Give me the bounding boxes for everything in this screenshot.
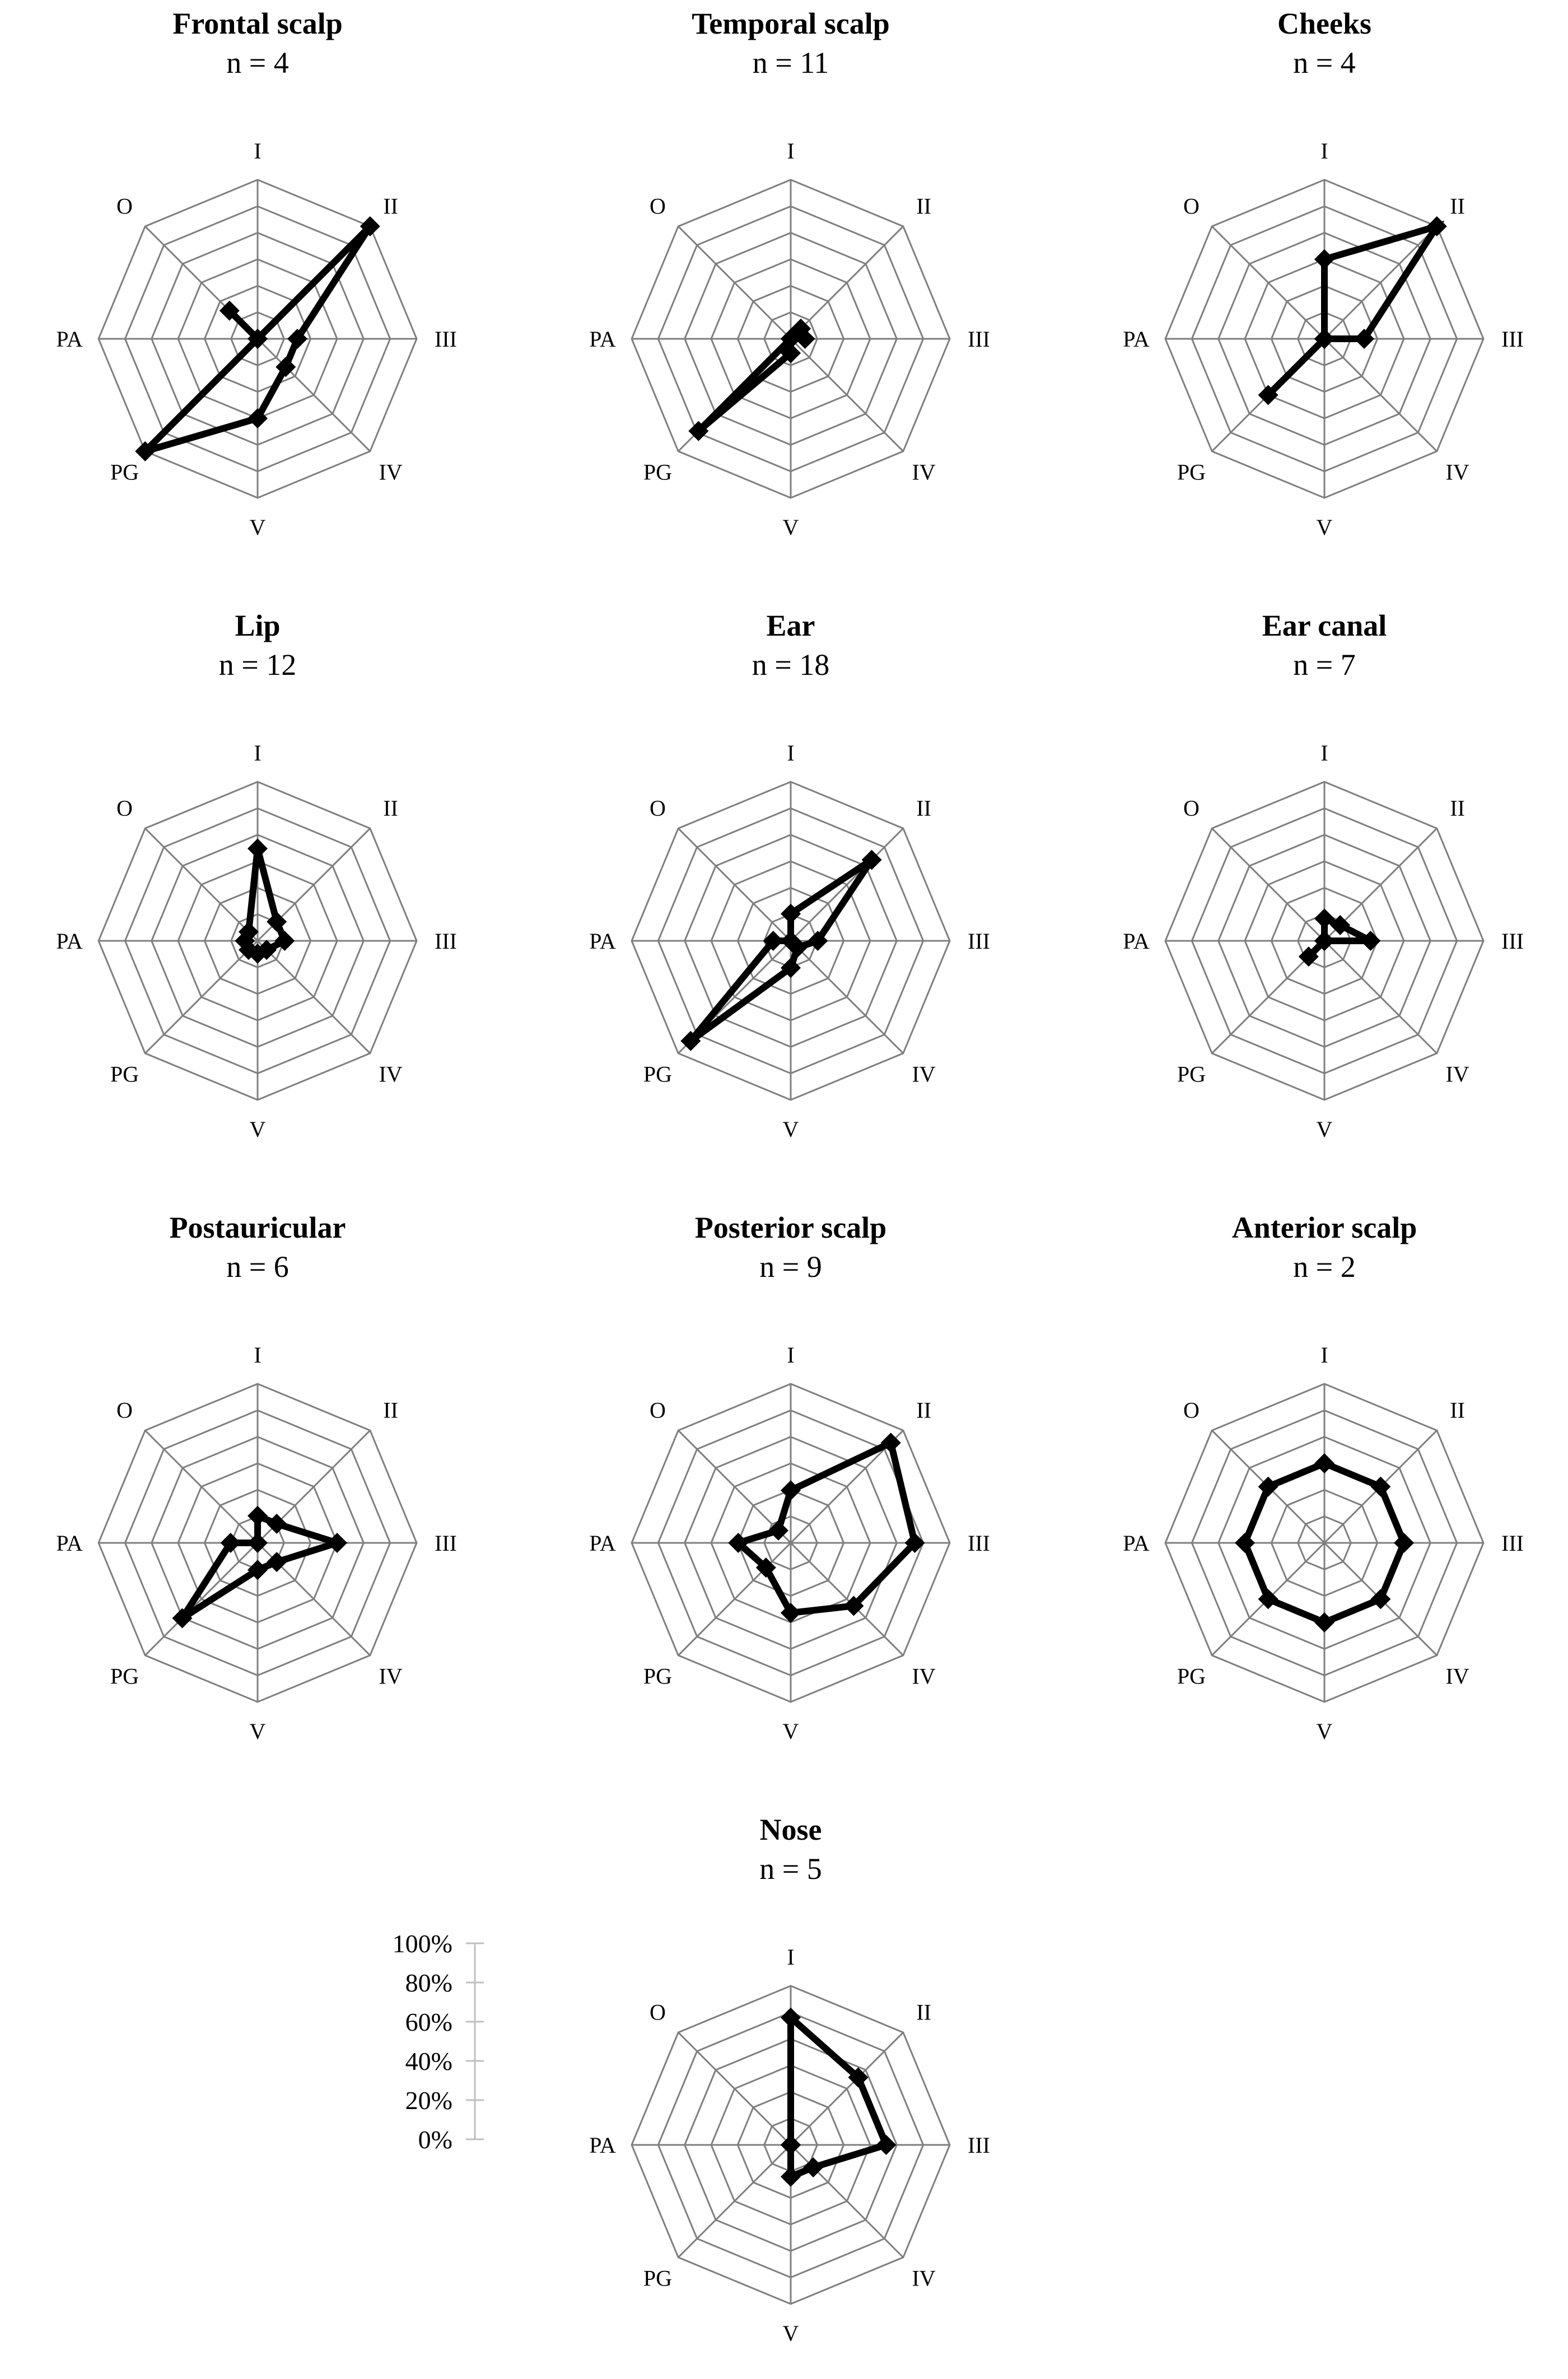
axis-label: V (782, 515, 799, 540)
chart-subtitle: n = 4 (226, 46, 289, 80)
axis-label: PA (589, 326, 616, 352)
axis-label: V (249, 1117, 266, 1142)
axis-label: PG (643, 459, 672, 485)
chart-subtitle: n = 9 (759, 1250, 822, 1284)
axis-label: V (1316, 1719, 1333, 1744)
axis-spoke (678, 1543, 791, 1655)
radar-chart-posterior-scalp (589, 1211, 990, 1744)
axis-label: O (1183, 795, 1200, 821)
axis-label: IV (379, 1663, 403, 1689)
axis-label: II (383, 193, 398, 219)
axis-label: V (782, 1117, 799, 1142)
chart-title: Ear canal (1262, 609, 1387, 642)
axis-label: I (254, 138, 262, 164)
axis-label: PG (110, 1663, 139, 1689)
axis-label: PG (1177, 1061, 1206, 1087)
radar-chart-lip (56, 609, 457, 1142)
axis-spoke (145, 941, 258, 1053)
chart-title: Temporal scalp (692, 7, 890, 40)
chart-title: Posterior scalp (694, 1211, 887, 1244)
axis-label: O (649, 193, 666, 219)
axis-spoke (145, 1543, 258, 1655)
axis-label: PG (1177, 459, 1206, 485)
data-point (248, 1506, 268, 1526)
axis-label: V (1316, 1117, 1333, 1142)
chart-subtitle: n = 18 (752, 648, 830, 682)
axis-label: II (1450, 795, 1465, 821)
axis-label: O (116, 795, 133, 821)
axis-spoke (1324, 339, 1437, 451)
axis-label: IV (1445, 1061, 1469, 1087)
axis-label: PG (643, 1663, 672, 1689)
axis-label: III (968, 1531, 990, 1556)
axis-spoke (1212, 828, 1324, 941)
axis-label: III (1501, 929, 1524, 954)
axis-spoke (145, 1430, 258, 1543)
axis-label: PG (110, 459, 139, 485)
chart-subtitle: n = 6 (226, 1250, 289, 1284)
axis-spoke (791, 2145, 903, 2257)
axis-label: I (254, 1342, 262, 1368)
chart-subtitle: n = 4 (1293, 46, 1356, 80)
axis-label: II (916, 795, 931, 821)
axis-label: O (649, 1999, 666, 2025)
radar-chart-ear (589, 609, 990, 1142)
axis-label: II (916, 193, 931, 219)
axis-label: V (782, 1719, 799, 1744)
data-point (1314, 1453, 1334, 1473)
axis-spoke (678, 2032, 791, 2145)
axis-spoke (791, 1543, 903, 1655)
axis-spoke (791, 226, 903, 339)
scale-tick-label: 80% (405, 1968, 452, 1997)
axis-label: IV (1445, 1663, 1469, 1689)
axis-label: O (116, 193, 133, 219)
chart-title: Ear (766, 609, 815, 642)
axis-label: PA (589, 1531, 616, 1556)
axis-label: II (1450, 1397, 1465, 1423)
axis-label: I (787, 138, 795, 164)
radar-chart-ear-canal (1123, 609, 1524, 1142)
chart-subtitle: n = 5 (759, 1852, 822, 1886)
axis-label: PA (589, 929, 616, 954)
series-line (738, 1443, 914, 1613)
axis-label: O (116, 1397, 133, 1423)
chart-title: Nose (759, 1813, 822, 1846)
chart-title: Frontal scalp (172, 7, 343, 40)
axis-spoke (258, 339, 370, 451)
chart-title: Anterior scalp (1231, 1211, 1417, 1244)
axis-label: III (435, 1531, 457, 1556)
scale-tick-label: 20% (405, 2086, 452, 2115)
axis-label: II (916, 1397, 931, 1423)
axis-label: III (968, 326, 990, 352)
axis-label: PA (589, 2133, 616, 2158)
axis-label: PA (1123, 1531, 1150, 1556)
scale-tick-label: 60% (405, 2008, 452, 2036)
axis-label: IV (912, 1061, 936, 1087)
axis-label: PG (643, 2265, 672, 2291)
axis-label: II (383, 1397, 398, 1423)
axis-spoke (791, 828, 903, 941)
chart-subtitle: n = 12 (218, 648, 297, 682)
chart-subtitle: n = 11 (752, 46, 829, 80)
axis-label: I (787, 740, 795, 766)
data-point (1314, 1612, 1334, 1632)
axis-spoke (678, 828, 791, 941)
axis-label: IV (1445, 459, 1469, 485)
scale-tick-label: 0% (418, 2125, 452, 2154)
axis-label: PA (56, 929, 83, 954)
axis-label: IV (912, 2265, 936, 2291)
scale-tick-label: 40% (405, 2047, 452, 2075)
radar-chart-anterior-scalp (1123, 1211, 1524, 1744)
axis-label: PA (1123, 326, 1150, 352)
chart-title: Lip (235, 609, 281, 642)
axis-label: PA (56, 1531, 83, 1556)
radar-chart-cheeks (1123, 7, 1524, 540)
axis-label: PA (56, 326, 83, 352)
axis-label: II (916, 1999, 931, 2025)
radar-chart-nose (589, 1813, 990, 2346)
axis-label: III (968, 2133, 990, 2158)
axis-spoke (1212, 226, 1324, 339)
axis-label: V (782, 2321, 799, 2346)
scale-tick-label: 100% (392, 1929, 452, 1958)
axis-label: PG (1177, 1663, 1206, 1689)
axis-label: O (1183, 193, 1200, 219)
axis-label: III (435, 326, 457, 352)
axis-spoke (1324, 941, 1437, 1053)
axis-label: IV (379, 459, 403, 485)
axis-label: IV (912, 1663, 936, 1689)
axis-label: V (249, 1719, 266, 1744)
chart-subtitle: n = 2 (1293, 1250, 1356, 1284)
axis-label: IV (912, 459, 936, 485)
axis-label: III (435, 929, 457, 954)
radar-chart-postauricular (56, 1211, 457, 1744)
axis-spoke (145, 828, 258, 941)
axis-label: I (787, 1944, 795, 1970)
axis-label: I (1320, 1342, 1328, 1368)
axis-label: III (1501, 326, 1524, 352)
radial-scale-legend (393, 1929, 484, 2154)
axis-label: PG (110, 1061, 139, 1087)
axis-label: II (383, 795, 398, 821)
axis-label: I (1320, 740, 1328, 766)
data-point (1235, 1533, 1255, 1553)
axis-spoke (678, 226, 791, 339)
axis-label: I (787, 1342, 795, 1368)
axis-label: PA (1123, 929, 1150, 954)
axis-label: IV (379, 1061, 403, 1087)
data-point (1314, 249, 1334, 269)
axis-label: I (254, 740, 262, 766)
chart-title: Postauricular (169, 1211, 346, 1244)
radar-chart-frontal-scalp (56, 7, 457, 540)
chart-title: Cheeks (1277, 7, 1372, 40)
axis-label: V (249, 515, 266, 540)
axis-spoke (678, 2145, 791, 2257)
chart-subtitle: n = 7 (1293, 648, 1356, 682)
axis-spoke (791, 2032, 903, 2145)
axis-spoke (791, 941, 903, 1053)
axis-label: I (1320, 138, 1328, 164)
axis-label: V (1316, 515, 1333, 540)
axis-label: O (649, 795, 666, 821)
axis-label: III (1501, 1531, 1524, 1556)
data-point (248, 838, 268, 859)
axis-label: III (968, 929, 990, 954)
axis-label: PG (643, 1061, 672, 1087)
data-point (781, 2167, 801, 2187)
axis-label: O (649, 1397, 666, 1423)
radar-chart-temporal-scalp (589, 7, 990, 540)
axis-spoke (258, 941, 370, 1053)
data-point (1394, 1533, 1414, 1553)
axis-label: II (1450, 193, 1465, 219)
axis-spoke (791, 339, 903, 451)
data-point (327, 1533, 347, 1553)
axis-label: O (1183, 1397, 1200, 1423)
